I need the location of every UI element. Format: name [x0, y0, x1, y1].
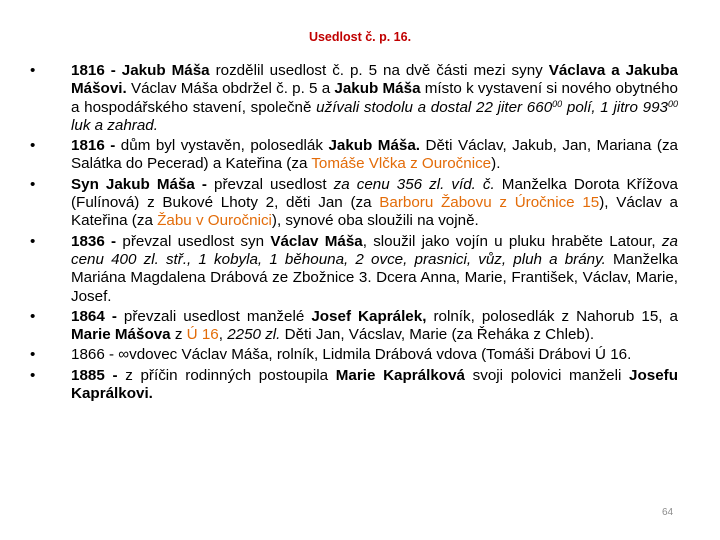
- text-run: převzal usedlost: [206, 175, 334, 193]
- text-run: 1816 -: [71, 137, 116, 155]
- list-item: [30, 308, 678, 345]
- text-run: , sloužil jako vojín u pluku hraběte Latour,: [362, 232, 662, 250]
- list-item: [30, 62, 678, 135]
- text-run: 00: [668, 98, 679, 109]
- history-list: [30, 62, 678, 403]
- text-run: Syn Jakub Máša -: [71, 175, 207, 193]
- text-run: převzal usedlost syn: [116, 232, 271, 250]
- text-run: Marie Kaprálková: [335, 366, 465, 384]
- page-number: 64: [662, 507, 674, 518]
- text-run: 1864 -: [71, 307, 117, 325]
- text-run: užívali stodolu a dostal 22 jiter 660: [316, 98, 553, 116]
- list-item: [30, 176, 678, 231]
- bullet-marker: •: [30, 346, 36, 364]
- text-run: 2250 zl.: [227, 326, 281, 344]
- text-run: Žabu v Ouročnici: [157, 212, 272, 230]
- text-run: luk a zahrad.: [71, 116, 158, 134]
- text-run: rolník, polosedlák z Nahorub 15, a: [426, 307, 678, 325]
- text-run: Václava a Jakuba Mášovi.: [71, 62, 678, 98]
- list-item: [30, 233, 678, 306]
- list-item: [30, 367, 678, 404]
- text-run: 1885 -: [71, 366, 118, 384]
- bullet-marker: •: [30, 307, 36, 325]
- text-run: Děti Jan, Vácslav, Marie (za Řeháka z Chleb).: [280, 326, 595, 344]
- text-run: Václav Máša: [270, 232, 363, 250]
- bullet-marker: •: [30, 62, 36, 79]
- text-run: dům byl vystavěn, polosedlák: [115, 137, 329, 155]
- text-run: Jakub Máša: [334, 80, 421, 98]
- text-run: svoji polovici manželi: [464, 366, 630, 384]
- text-run: 1836 -: [71, 232, 117, 250]
- text-run: Manželka Dorota Křížova (Fulínová) z Bukové Lhoty 2, děti Jan (za: [71, 175, 678, 212]
- text-run: Josef Kaprálek,: [311, 307, 427, 325]
- bullet-marker: •: [30, 232, 36, 250]
- list-item: [30, 137, 678, 174]
- text-run: za cenu 356 zl. víd. č.: [333, 175, 495, 193]
- text-run: z příčin rodinných postoupila: [117, 366, 336, 384]
- text-run: ), synové oba sloužili na vojně.: [271, 212, 479, 230]
- text-run: převzali usedlost manželé: [116, 307, 312, 325]
- text-run: Ú 16: [186, 326, 219, 344]
- text-run: Václav Máša obdržel č. p. 5 a: [126, 80, 335, 98]
- list-item: [30, 346, 678, 364]
- text-run: ,: [218, 326, 228, 344]
- text-run: za cenu 400 zl. stř., 1 kobyla, 1 běhouna, 2 ovce, prasnici, vůz, pluh a brány.: [71, 232, 678, 268]
- text-run: Barboru Žabovu z Úročnice 15: [379, 194, 600, 212]
- text-run: Manželka Mariána Magdalena Drábová ze Zbožnice 3. Dcera Anna, Marie, František, Václav, Marie, Josef.: [71, 250, 678, 305]
- text-run: 1866 - ∞vdovec Václav Máša, rolník, Lidmila Drábová vdova (Tomáši Drábovi Ú 16.: [71, 346, 632, 364]
- text-run: Josefu Kaprálkovi.: [71, 366, 678, 403]
- bullet-marker: •: [30, 137, 36, 155]
- text-run: Jakub Máša.: [328, 137, 421, 155]
- bullet-marker: •: [30, 175, 36, 193]
- text-run: polí, 1 jitro 993: [562, 98, 668, 116]
- text-run: 1816 - Jakub Máša: [71, 62, 210, 79]
- text-run: 00: [552, 98, 563, 109]
- text-run: z: [170, 326, 187, 344]
- text-run: ).: [491, 155, 501, 173]
- text-run: rozdělil usedlost č. p. 5 na dvě části mezi syny: [209, 62, 549, 79]
- text-run: ), Václav a Kateřina (za: [71, 194, 678, 230]
- text-run: Marie Mášova: [71, 326, 171, 344]
- text-run: Děti Václav, Jakub, Jan, Mariana (za Salátka do Pecerad) a Kateřina (za: [71, 137, 678, 173]
- text-run: místo k vystavení si nového obytného a hospodářského stavení, společně: [71, 80, 679, 116]
- text-run: Tomáše Vlčka z Ouročnice: [311, 155, 492, 173]
- page-title: Usedlost č. p. 16.: [308, 30, 412, 44]
- bullet-marker: •: [30, 366, 36, 384]
